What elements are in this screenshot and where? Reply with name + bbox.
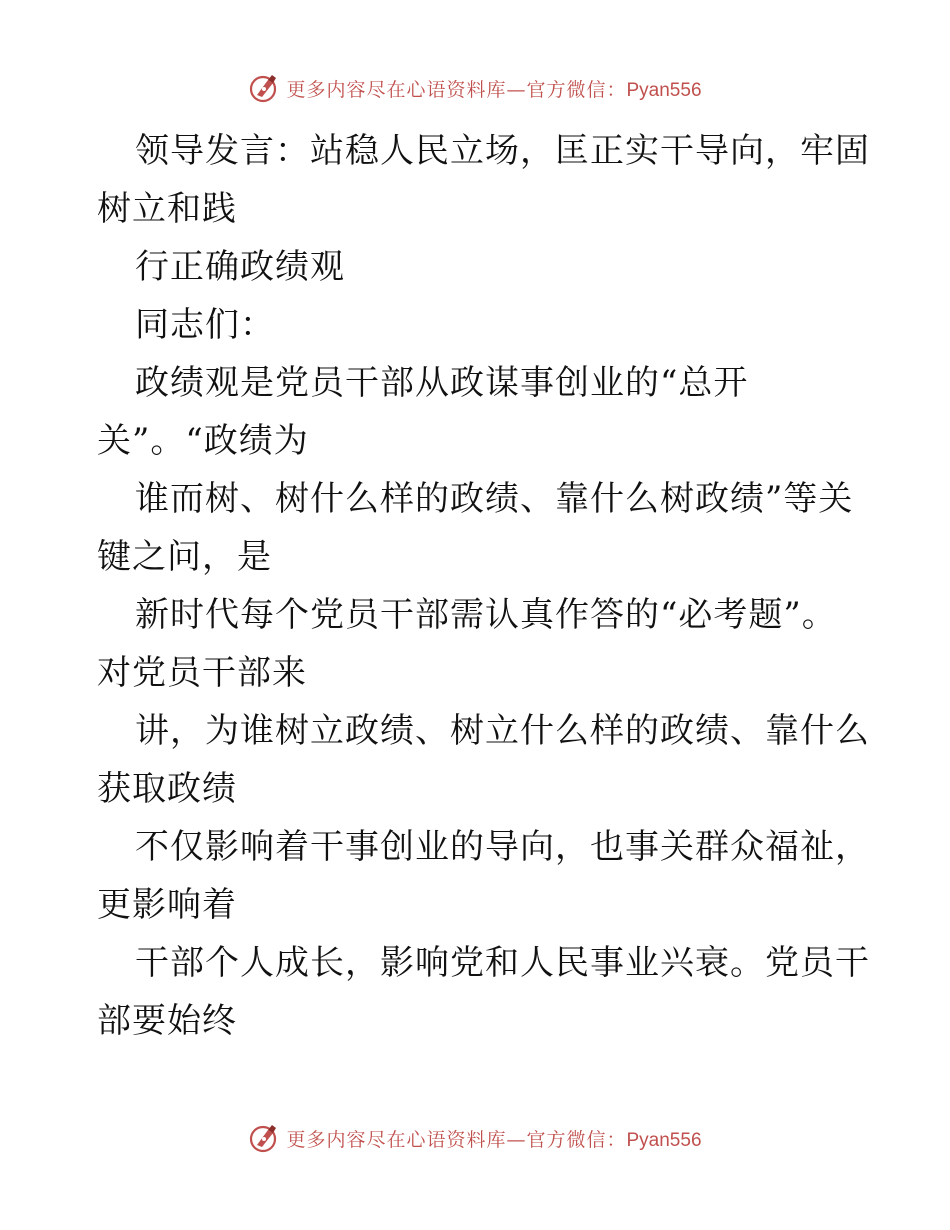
footer-watermark [0, 1122, 950, 1154]
pen-logo-icon [248, 1122, 280, 1154]
text-line: 树立和践 [97, 189, 237, 229]
text-line: 获取政绩 [97, 769, 237, 809]
text-line: 不仅影响着干事创业的导向，也事关群众福祉， [135, 827, 870, 867]
text-line: 讲，为谁树立政绩、树立什么样的政绩、靠什么 [135, 711, 870, 751]
text-line: 谁而树、树什么样的政绩、靠什么树政绩”等关 [135, 479, 854, 519]
watermark-text: 更多内容尽在心语资料库—官方微信：Pyan556 [286, 1128, 702, 1151]
text-line: 键之问，是 [97, 537, 272, 577]
text-line: 行正确政绩观 [135, 247, 345, 287]
text-line: 政绩观是党员干部从政谋事创业的“总开 [135, 363, 749, 403]
text-line: 对党员干部来 [97, 653, 307, 693]
text-line: 同志们： [135, 305, 275, 345]
pen-logo-icon [248, 72, 280, 104]
text-line: 干部个人成长，影响党和人民事业兴衰。党员干 [135, 943, 870, 983]
text-line: 领导发言：站稳人民立场，匡正实干导向，牢固 [135, 131, 870, 171]
text-line: 部要始终 [97, 1001, 237, 1041]
header-watermark [0, 72, 950, 104]
document-body [97, 122, 870, 1050]
wechat-id: Pyan556 [626, 79, 702, 101]
text-line: 新时代每个党员干部需认真作答的“必考题”。 [135, 595, 837, 635]
text-line: 更影响着 [97, 885, 237, 925]
wechat-id: Pyan556 [626, 1129, 702, 1151]
watermark-text: 更多内容尽在心语资料库—官方微信：Pyan556 [286, 78, 702, 101]
text-line: 关”。“政绩为 [97, 421, 309, 461]
